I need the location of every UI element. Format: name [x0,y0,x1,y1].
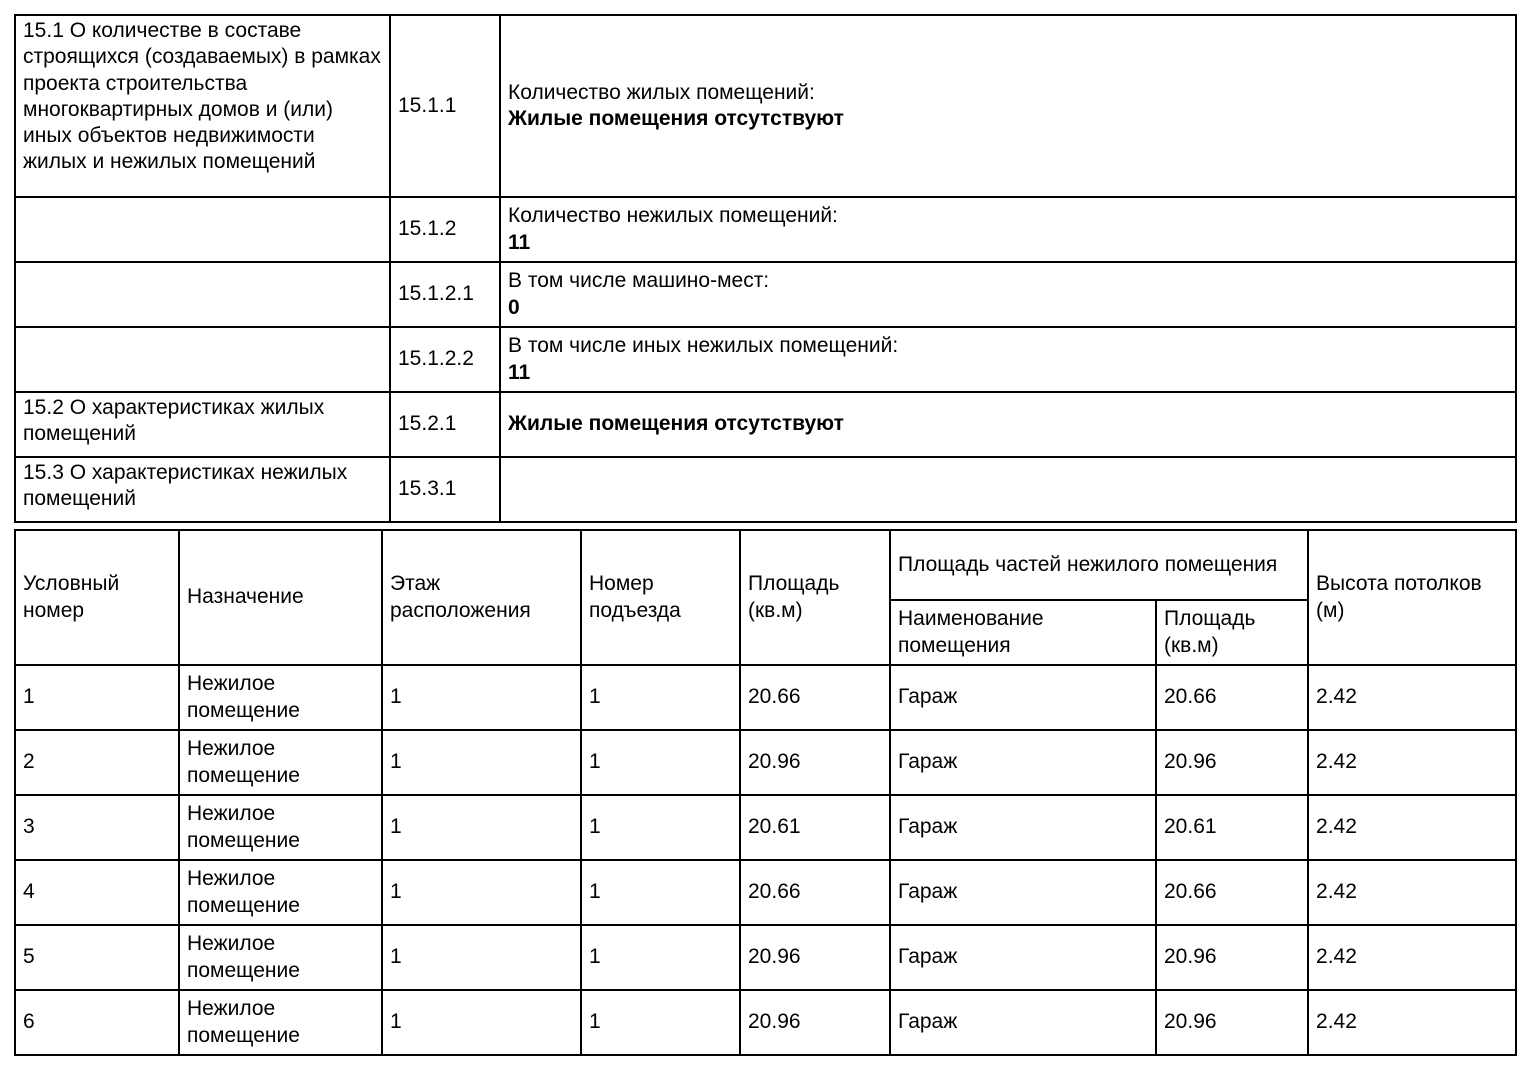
table-row [15,860,1516,925]
col-header-part-name: Наименование помещения [890,600,1156,665]
cell-part-area: 20.96 [1156,925,1308,990]
content-value: Жилые помещения отсутствуют [508,107,844,130]
row-code: 15.1.2.2 [390,327,500,392]
content-value: Жилые помещения отсутствуют [508,412,844,436]
cell-height: 2.42 [1308,665,1516,730]
table-row [15,990,1516,1055]
info-row [15,197,1516,262]
cell-floor: 1 [382,665,581,730]
content-label: В том числе машино-мест: [508,269,770,293]
col-header-purpose: Назначение [179,530,382,665]
table-row [15,925,1516,990]
content-value: 0 [508,295,520,319]
cell-num: 6 [15,990,179,1055]
premises-table [14,529,1517,1056]
cell-part-name: Гараж [890,860,1156,925]
content-label: В том числе иных нежилых помещений: [508,334,899,358]
header-row [15,530,1516,600]
cell-part-name: Гараж [890,730,1156,795]
row-content [500,197,1516,262]
col-header-part-area: Площадь (кв.м) [1156,600,1308,665]
cell-part-area: 20.96 [1156,730,1308,795]
cell-area: 20.66 [740,665,890,730]
info-row [15,457,1516,522]
cell-purpose: Нежилое помещение [179,795,382,860]
row-code: 15.3.1 [390,457,500,522]
section-label: 15.3 О характеристиках нежилых помещений [15,457,390,522]
section-label [15,262,390,327]
cell-floor: 1 [382,990,581,1055]
cell-height: 2.42 [1308,990,1516,1055]
cell-floor: 1 [382,925,581,990]
cell-num: 2 [15,730,179,795]
cell-num: 4 [15,860,179,925]
cell-area: 20.96 [740,990,890,1055]
cell-entrance: 1 [581,925,740,990]
content-value: 11 [508,360,531,384]
row-code: 15.1.2.1 [390,262,500,327]
cell-floor: 1 [382,730,581,795]
info-row [15,15,1516,197]
col-header-parts-group: Площадь частей нежилого помещения [890,530,1308,600]
info-row [15,262,1516,327]
cell-num: 1 [15,665,179,730]
col-header-area: Площадь (кв.м) [740,530,890,665]
info-row [15,392,1516,457]
table-row [15,730,1516,795]
col-header-conditional-number: Условный номер [15,530,179,665]
cell-purpose: Нежилое помещение [179,730,382,795]
row-content [500,392,1516,457]
cell-entrance: 1 [581,795,740,860]
col-header-ceiling-height: Высота потолков (м) [1308,530,1516,665]
info-row [15,327,1516,392]
cell-part-name: Гараж [890,795,1156,860]
cell-part-area: 20.66 [1156,860,1308,925]
content-value: 11 [508,230,531,254]
content-label: Количество нежилых помещений: [508,204,838,228]
cell-entrance: 1 [581,860,740,925]
section-info-table [14,14,1517,523]
cell-part-area: 20.61 [1156,795,1308,860]
cell-height: 2.42 [1308,925,1516,990]
cell-area: 20.96 [740,925,890,990]
cell-height: 2.42 [1308,860,1516,925]
col-header-floor: Этаж расположения [382,530,581,665]
cell-part-name: Гараж [890,925,1156,990]
cell-part-area: 20.96 [1156,990,1308,1055]
row-code: 15.1.2 [390,197,500,262]
table-row [15,665,1516,730]
section-label [15,327,390,392]
cell-entrance: 1 [581,990,740,1055]
cell-purpose: Нежилое помещение [179,925,382,990]
cell-part-area: 20.66 [1156,665,1308,730]
section-label: 15.2 О характеристиках жилых помещений [15,392,390,457]
col-header-entrance: Номер подъезда [581,530,740,665]
cell-floor: 1 [382,860,581,925]
cell-entrance: 1 [581,665,740,730]
section-label [15,197,390,262]
cell-part-name: Гараж [890,990,1156,1055]
row-content [500,457,1516,522]
cell-purpose: Нежилое помещение [179,860,382,925]
cell-purpose: Нежилое помещение [179,990,382,1055]
row-content [500,15,1516,197]
cell-height: 2.42 [1308,795,1516,860]
cell-num: 5 [15,925,179,990]
cell-height: 2.42 [1308,730,1516,795]
cell-purpose: Нежилое помещение [179,665,382,730]
cell-floor: 1 [382,795,581,860]
content-label: Количество жилых помещений: [508,80,815,104]
cell-num: 3 [15,795,179,860]
cell-part-name: Гараж [890,665,1156,730]
cell-area: 20.61 [740,795,890,860]
row-code: 15.1.1 [390,15,500,197]
row-content [500,262,1516,327]
section-label: 15.1 О количестве в составе строящихся (создаваемых) в рамках проекта строительства многоквартирных домов и (или) иных объектов недвижимости жилых и нежилых помещений [15,15,390,197]
cell-area: 20.66 [740,860,890,925]
table-row [15,795,1516,860]
row-content [500,327,1516,392]
cell-area: 20.96 [740,730,890,795]
cell-entrance: 1 [581,730,740,795]
row-code: 15.2.1 [390,392,500,457]
